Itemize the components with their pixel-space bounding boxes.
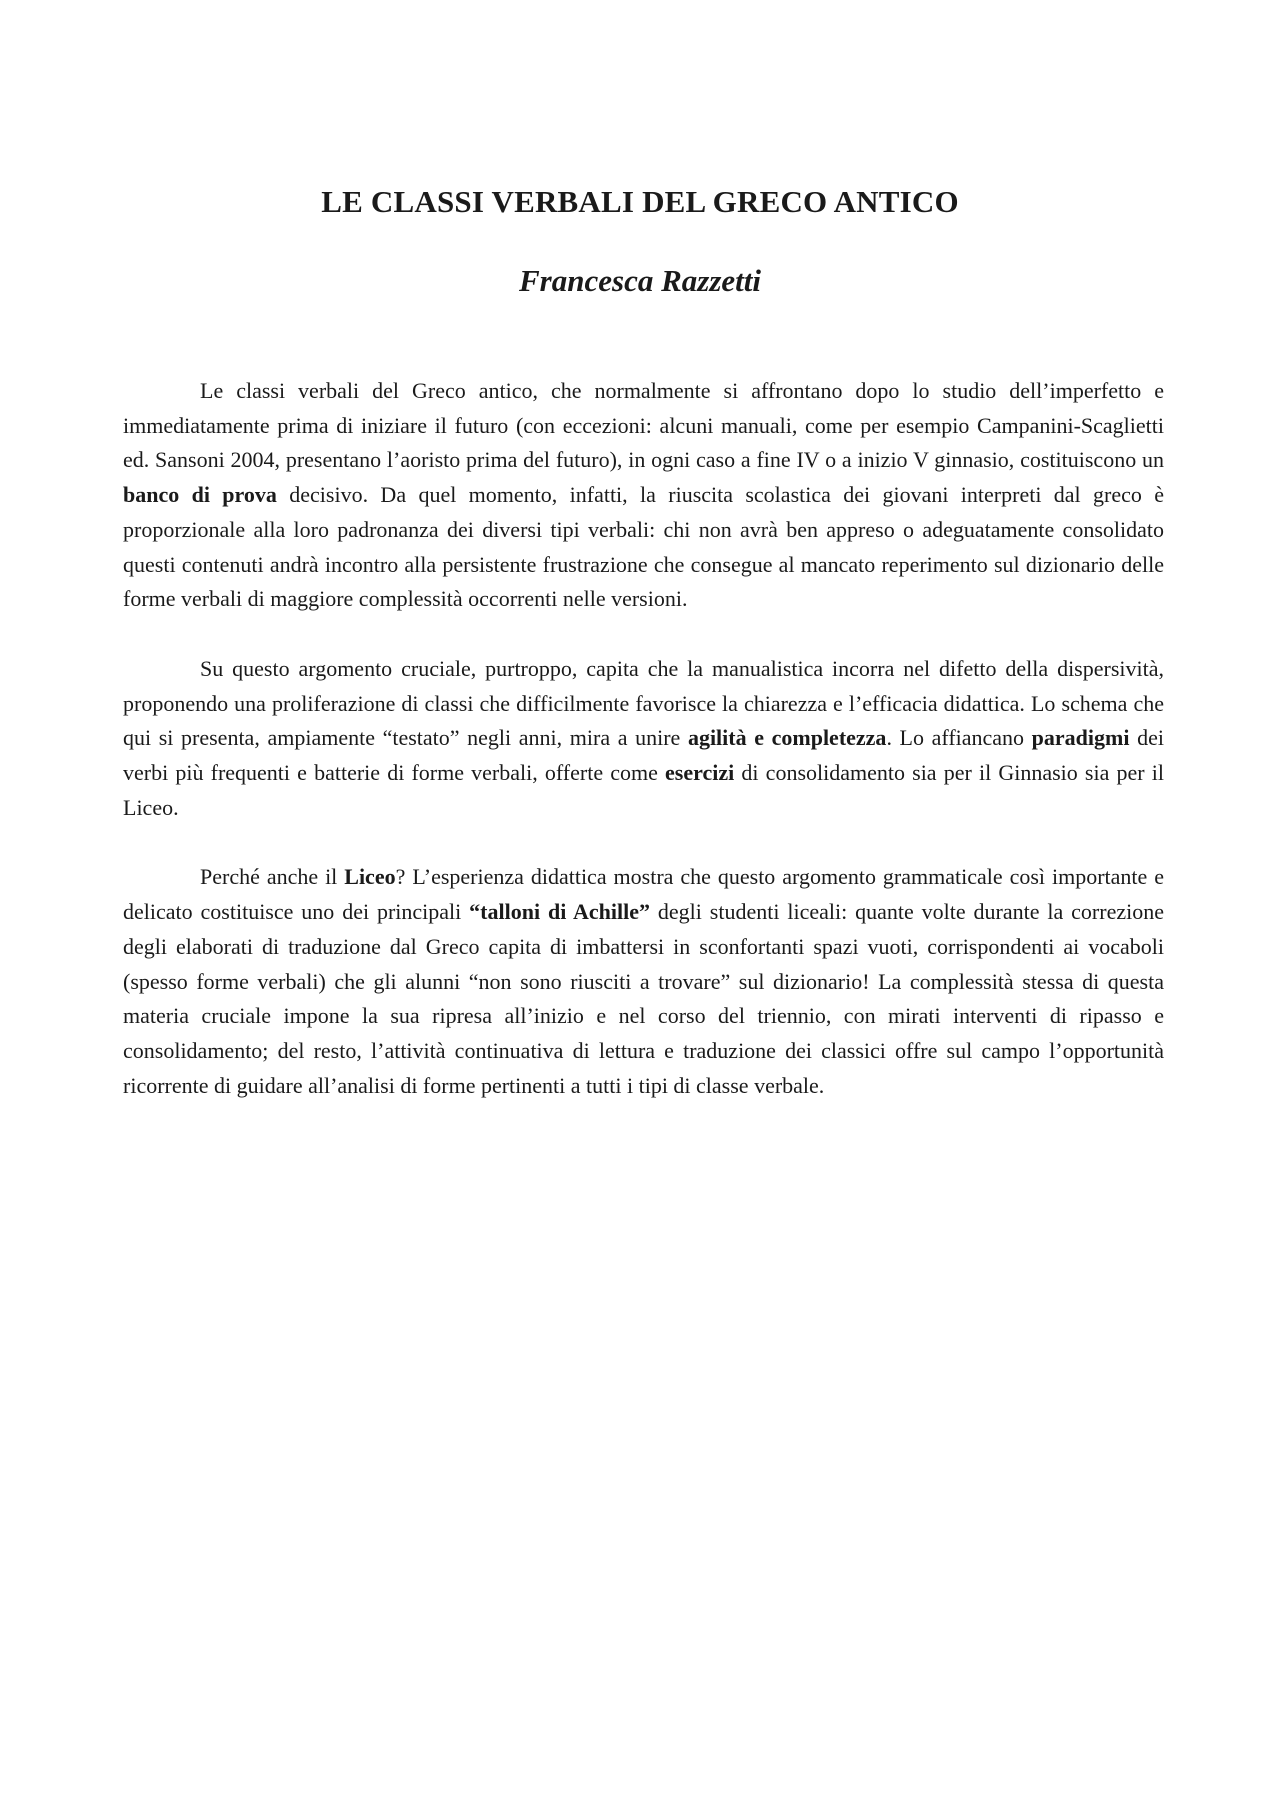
paragraph-2-run-6-bold: esercizi	[665, 760, 735, 786]
paragraph-1	[123, 374, 1164, 617]
paragraph-2	[123, 652, 1164, 826]
paragraph-1-run-1: Le classi verbali del Greco antico, che normalmente si affrontano dopo lo studio dell’imperfetto e immediatamente prima di iniziare il futuro (con eccezioni: alcuni manuali, come per esempio Campanini-Scaglietti ed. Sansoni 2004, presentano l’aoristo prima del futuro), in ogni caso a fine IV o a inizio V ginnasio, costituiscono un	[123, 378, 1164, 473]
paragraph-2-run-3: . Lo affiancano	[886, 725, 1032, 751]
document-title: LE CLASSI VERBALI DEL GRECO ANTICO	[321, 184, 959, 219]
author-name: Francesca Razzetti	[519, 263, 761, 298]
paragraph-2-run-2-bold: agilità e completezza	[687, 725, 887, 751]
paragraph-3	[123, 860, 1164, 1103]
paragraph-2-run-1: Su questo argomento cruciale, purtroppo, capita che la manualistica incorra nel difetto della dispersività, proponendo una proliferazione di classi che difficilmente favorisce la chiarezza e l’efficacia didattica. Lo schema che qui si presenta, ampiamente “testato” negli anni, mira a unire	[123, 655, 1164, 751]
paragraph-3-run-1: Perché anche il	[200, 864, 345, 890]
document-body	[123, 374, 1164, 1138]
paragraph-3-run-4-bold: “talloni di Achille”	[469, 899, 650, 925]
paragraph-3-run-2-bold: Liceo	[344, 864, 396, 890]
paragraph-3-run-5: degli studenti liceali: quante volte durante la correzione degli elaborati di traduzione dal Greco capita di imbattersi in sconfortanti spazi vuoti, corrispondenti ai vocaboli (spesso forme verbali) che gli alunni “non sono riusciti a trovare” sul dizionario! La complessità stessa di questa materia cruciale impone la sua ripresa all’inizio e nel corso del triennio, con mirati interventi di ripasso e consolidamento; del resto, l’attività continuativa di lettura e traduzione dei classici offre sul campo l’opportunità ricorrente di guidare all’analisi di forme pertinenti a tutti i tipi di classe verbale.	[123, 899, 1164, 1098]
paragraph-3-run-3: ? L’esperienza didattica mostra che questo argomento grammaticale così importante e delicato costituisce uno dei principali	[123, 864, 1165, 925]
paragraph-2-run-7: di consolidamento sia per il Ginnasio sia per il Liceo.	[123, 760, 1164, 820]
paragraph-1-run-3: decisivo. Da quel momento, infatti, la riuscita scolastica dei giovani interpreti dal greco è proporzionale alla loro padronanza dei diversi tipi verbali: chi non avrà ben appreso o adeguatamente consolidato questi contenuti andrà incontro alla persistente frustrazione che consegue al mancato reperimento sul dizionario delle forme verbali di maggiore complessità occorrenti nelle versioni.	[123, 482, 1164, 612]
paragraph-1-run-2-bold: banco di prova	[123, 482, 277, 508]
paragraph-2-run-5: dei verbi più frequenti e batterie di forme verbali, offerte come	[123, 725, 1164, 786]
paragraph-2-run-4-bold: paradigmi	[1031, 725, 1130, 751]
